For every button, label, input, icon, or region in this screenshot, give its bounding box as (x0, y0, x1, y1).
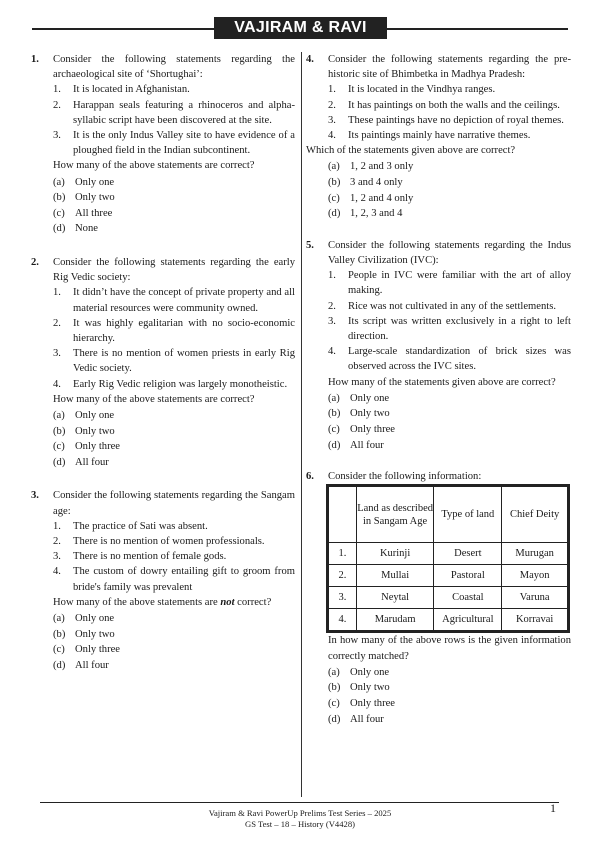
page-number: 1 (550, 801, 556, 815)
question-prompt: Which of the statements given above are correct? (306, 145, 516, 157)
question-6 (306, 469, 571, 727)
statement: 4. The custom of dowry entailing gift to groom from bride's family was prevalent (53, 566, 295, 593)
answer-option[interactable]: (d) All four (53, 659, 109, 671)
table-header-cell (329, 487, 357, 543)
column-divider (301, 52, 302, 797)
question-number: 3. (31, 490, 39, 502)
table-row: 3. Neytal Coastal Varuna (329, 587, 568, 609)
answer-option[interactable]: (c) All three (53, 207, 113, 219)
table-header-cell: Land as described in Sangam Age (356, 487, 434, 543)
question-number: 5. (306, 239, 314, 251)
question-number: 2. (31, 257, 39, 268)
answer-option[interactable]: (c) Only three (53, 441, 121, 453)
question-5 (306, 238, 571, 453)
answer-option[interactable]: (b) Only two (328, 408, 390, 420)
answer-option[interactable]: (a) Only one (53, 613, 115, 625)
statement: 3. There is no mention of women priests in early Rig Vedic society. (53, 348, 295, 375)
footer-rule (40, 802, 559, 803)
statement: 1. It is located in Afghanistan. (53, 84, 190, 96)
statement: 2. It has paintings on both the walls and the ceilings. (328, 99, 560, 111)
answer-option[interactable]: (c) Only three (53, 644, 121, 656)
question-number: 6. (306, 471, 314, 483)
statement: 3. It is the only Indus Valley site to have evidence of a ploughed field in the Indian subcontinent. (53, 130, 295, 157)
question-prompt: How many of the above statements are correct? (53, 160, 255, 172)
footer-test: GS Test – 18 – History (V4428) (244, 819, 355, 829)
statement: 2. Rice was not cultivated in any of the settlements. (328, 300, 556, 312)
answer-option[interactable]: (d) 1, 2, 3 and 4 (328, 208, 403, 220)
answer-option[interactable]: (a) 1, 2 and 3 only (328, 161, 414, 173)
answer-option[interactable]: (c) 1, 2 and 4 only (328, 192, 414, 204)
statement: 2. There is no mention of women professionals. (53, 536, 265, 548)
right-column (306, 52, 571, 727)
statement: 1. It didn’t have the concept of private property and all material resources were community owned. (53, 287, 295, 314)
question-stem: Consider the following statements regarding the early Rig Vedic society: (53, 257, 295, 284)
footer-series: Vajiram & Ravi PowerUp Prelims Test Series – 2025 (208, 808, 392, 818)
question-prompt: In how many of the above rows is the given information correctly matched? (328, 635, 571, 662)
statement: 1. It is located in the Vindhya ranges. (328, 84, 496, 96)
question-4 (306, 52, 571, 222)
answer-option[interactable]: (a) Only one (328, 666, 390, 678)
question-3 (31, 488, 295, 673)
header-title: VAJIRAM & RAVI (214, 17, 387, 39)
question-number: 4. (306, 54, 314, 65)
answer-option[interactable]: (a) Only one (53, 176, 115, 188)
answer-option[interactable]: (d) All four (53, 456, 109, 468)
statement: 4. Early Rig Vedic religion was largely monotheistic. (53, 378, 288, 390)
statement: 1. The practice of Sati was absent. (53, 520, 208, 532)
page-header (32, 17, 568, 39)
table-header-cell: Type of land (434, 487, 502, 543)
question-stem: Consider the following statements regarding the Indus Valley Civilization (IVC): (328, 239, 571, 266)
page-footer (0, 808, 600, 830)
answer-option[interactable]: (b) Only two (328, 682, 390, 694)
question-stem: Consider the following statements regarding the Sangam age: (53, 490, 295, 517)
statement: 4. Large-scale standardization of brick sizes was observed across the IVC sites. (328, 346, 571, 373)
answer-option[interactable]: (a) Only one (53, 410, 115, 422)
question-prompt: How many of the statements given above are correct? (328, 376, 556, 388)
table-row: 1. Kurinji Desert Murugan (329, 543, 568, 565)
sangam-land-table (328, 486, 568, 631)
table-row: 4. Marudam Agricultural Korravai (329, 609, 568, 631)
answer-option[interactable]: (c) Only three (328, 424, 396, 436)
statement: 3. Its script was written exclusively in a right to left direction. (328, 315, 571, 343)
table-row: 2. Mullai Pastoral Mayon (329, 565, 568, 587)
question-stem: Consider the following statements regarding the pre-historic site of Bhimbetka in Madhya Pradesh: (328, 54, 571, 81)
question-stem: Consider the following statements regarding the archaeological site of ‘Shortughai’: (53, 54, 295, 81)
statement: 2. Harappan seals featuring a rhinoceros and alpha-syllabic script have been discovered at the site. (53, 99, 295, 126)
answer-option[interactable]: (a) Only one (328, 392, 390, 404)
answer-option[interactable]: (c) Only three (328, 698, 396, 709)
answer-option[interactable]: (b) 3 and 4 only (328, 177, 403, 189)
statement: 3. There is no mention of female gods. (53, 551, 227, 563)
statement: 1. People in IVC were familiar with the art of alloy making. (328, 270, 571, 297)
question-stem: Consider the following information: (328, 471, 482, 483)
statement: 2. It was highly egalitarian with no socio-economic hierarchy. (53, 317, 295, 345)
answer-option[interactable]: (b) Only two (53, 628, 115, 640)
answer-option[interactable]: (b) Only two (53, 425, 115, 437)
answer-option[interactable]: (b) Only two (53, 192, 115, 204)
table-header-cell: Chief Deity (502, 487, 568, 543)
question-2 (31, 255, 295, 470)
answer-option[interactable]: (d) All four (328, 439, 384, 451)
statement: 3. These paintings have no depiction of royal themes. (328, 114, 564, 126)
question-1 (31, 52, 295, 237)
answer-option[interactable]: (d) All four (328, 713, 384, 725)
statement: 4. Its paintings mainly have narrative themes. (328, 130, 531, 142)
answer-option[interactable]: (d) None (53, 223, 98, 235)
left-column (31, 52, 295, 673)
question-prompt: How many of the above statements are correct? (53, 393, 255, 405)
question-prompt: How many of the above statements are not correct? (53, 596, 272, 608)
emphasis-not: not (220, 596, 235, 608)
question-number: 1. (31, 54, 39, 65)
